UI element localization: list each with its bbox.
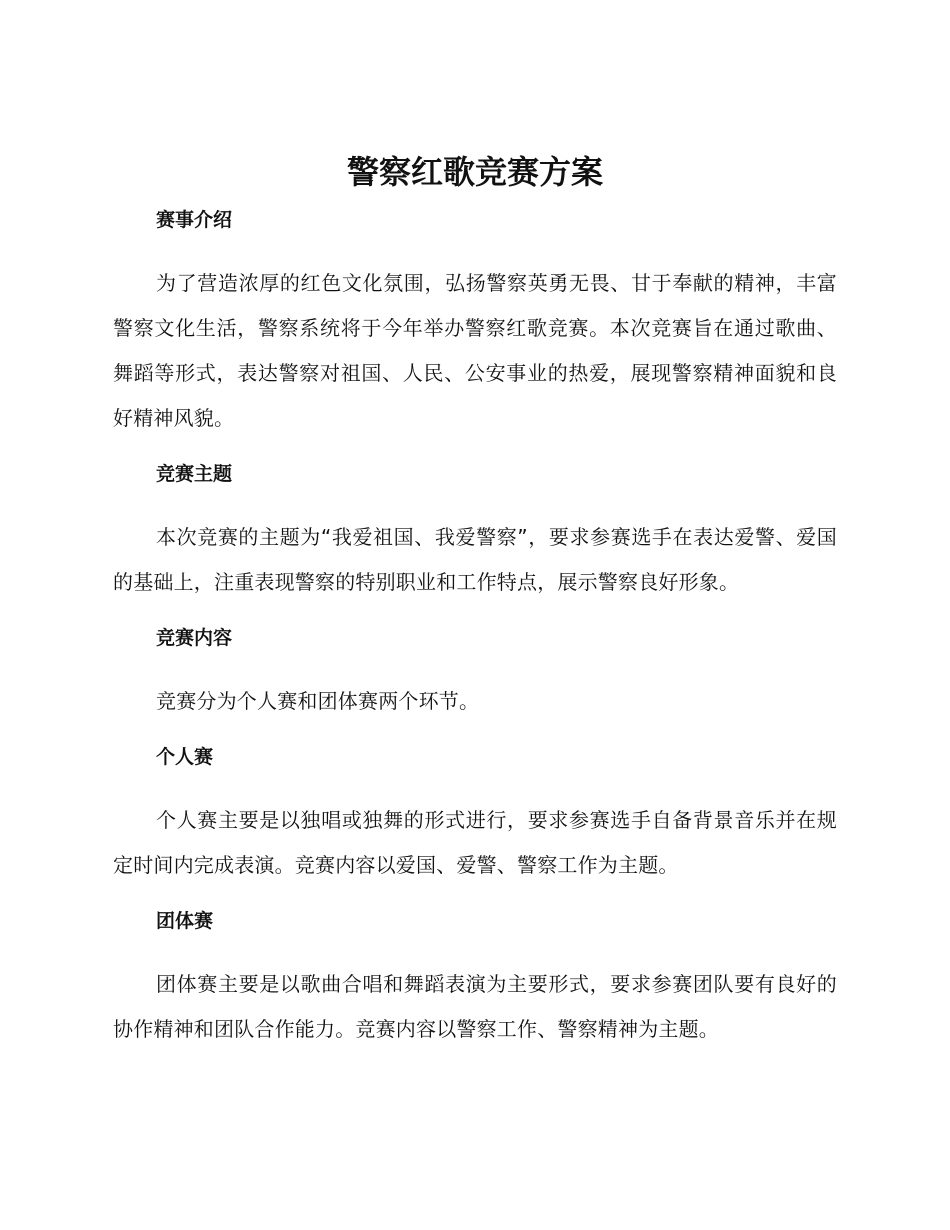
section-paragraph: 本次竞赛的主题为“我爱祖国、我爱警察”，要求参赛选手在表达爱警、爱国的基础上，注重表现警察的特别职业和工作特点，展示警察良好形象。 <box>113 525 837 594</box>
section-heading: 个人赛 <box>156 746 214 768</box>
section-individual <box>113 742 837 888</box>
section-heading: 团体赛 <box>156 910 214 932</box>
section-heading: 竞赛内容 <box>156 627 233 649</box>
section-paragraph: 为了营造浓厚的红色文化氛围，弘扬警察英勇无畏、甘于奉献的精神，丰富警察文化生活，警察系统将于今年举办警察红歌竞赛。本次竞赛旨在通过歌曲、舞蹈等形式，表达警察对祖国、人民、公安事业的热爱，展现警察精神面貌和良好精神风貌。 <box>113 271 837 430</box>
section-theme <box>113 459 837 605</box>
section-paragraph: 竞赛分为个人赛和团体赛两个环节。 <box>156 689 480 713</box>
document-body <box>113 205 837 1052</box>
section-paragraph: 个人赛主要是以独唱或独舞的形式进行，要求参赛选手自备背景音乐并在规定时间内完成表演。竞赛内容以爱国、爱警、警察工作为主题。 <box>113 808 837 877</box>
section-heading: 竞赛主题 <box>156 463 233 485</box>
section-event-intro <box>113 205 837 441</box>
document-title: 警察红歌竞赛方案 <box>346 153 603 191</box>
section-paragraph: 团体赛主要是以歌曲合唱和舞蹈表演为主要形式，要求参赛团队要有良好的协作精神和团队合作能力。竞赛内容以警察工作、警察精神为主题。 <box>113 972 837 1041</box>
section-team <box>113 906 837 1052</box>
section-content <box>113 623 837 724</box>
section-heading: 赛事介绍 <box>156 209 233 231</box>
